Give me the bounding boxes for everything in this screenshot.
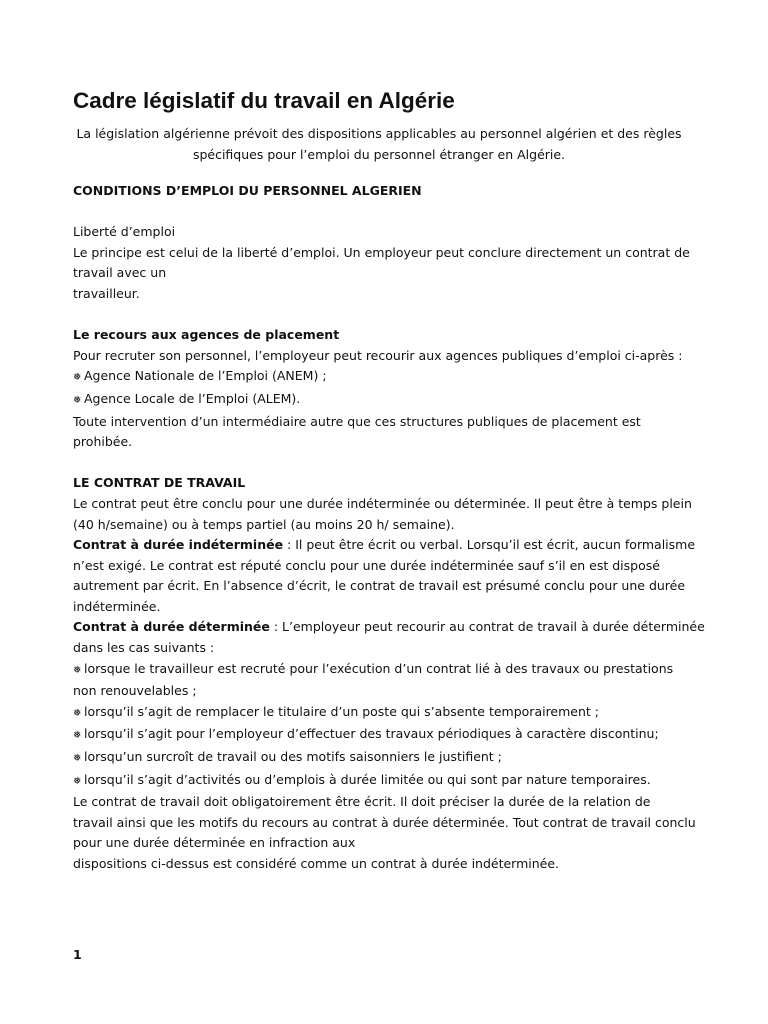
list-item-text: lorsqu’un surcroît de travail ou des motifs saisonniers le justifient ;	[84, 749, 502, 765]
spacer	[73, 202, 693, 223]
list-item-text: lorsqu’il s’agit pour l’employeur d’effectuer des travaux périodiques à caractère discontinu;	[84, 726, 659, 742]
bullet-icon: ❅	[73, 775, 82, 787]
paragraph-line: Le principe est celui de la liberté d’emploi. Un employeur peut conclure directement un contrat de	[73, 244, 690, 260]
cdd-label: Contrat à durée déterminée	[73, 619, 270, 635]
list-item-text: lorsqu’il s’agit d’activités ou d’emplois à durée limitée ou qui sont par nature temporaires.	[84, 771, 651, 787]
paragraph-line: Toute intervention d’un intermédiaire autre que ces structures publiques de placement est	[73, 413, 641, 429]
bullet-icon: ❅	[73, 753, 82, 765]
list-item-text: Agence Locale de l’Emploi (ALEM).	[84, 390, 301, 406]
paragraph-line: pour une durée déterminée en infraction aux	[73, 835, 356, 851]
section-heading-conditions: CONDITIONS D’EMPLOI DU PERSONNEL ALGERIEN	[73, 183, 422, 198]
page-number: 1	[73, 947, 82, 962]
bullet-icon: ❅	[73, 707, 82, 719]
list-item	[73, 389, 693, 412]
subheading-liberte: Liberté d’emploi	[73, 224, 176, 240]
cdd-line	[73, 617, 705, 638]
document-title: Cadre législatif du travail en Algérie	[73, 88, 455, 113]
paragraph-line: n’est exigé. Le contrat est réputé conclu pour une durée indéterminée sauf s’il en est disposé	[73, 557, 660, 573]
bullet-icon: ❅	[73, 394, 82, 406]
document-body	[73, 181, 705, 875]
paragraph-line: autrement par écrit. En l’absence d’écrit, le contrat de travail est présumé conclu pour une durée	[73, 578, 686, 594]
list-item	[73, 366, 693, 389]
paragraph-line: (40 h/semaine) ou à temps partiel (au moins 20 h/ semaine).	[73, 516, 455, 532]
paragraph-line: prohibée.	[73, 434, 133, 450]
cdi-line	[73, 535, 696, 556]
intro-paragraph	[73, 124, 685, 165]
list-item-text: Agence Nationale de l’Emploi (ANEM) ;	[84, 368, 327, 384]
paragraph-line: travailleur.	[73, 285, 140, 301]
paragraph-line: Pour recruter son personnel, l’employeur peut recourir aux agences publiques d’emploi ci-après :	[73, 347, 683, 363]
section-heading-contrat: LE CONTRAT DE TRAVAIL	[73, 475, 246, 491]
paragraph-line: dans les cas suivants :	[73, 640, 215, 656]
paragraph-line: Le contrat de travail doit obligatoirement être écrit. Il doit préciser la durée de la relation de	[73, 794, 651, 810]
list-item-continuation: non renouvelables ;	[73, 683, 197, 699]
paragraph-line: travail avec un	[73, 265, 167, 281]
intro-line: spécifiques pour l’emploi du personnel étranger en Algérie.	[192, 146, 566, 162]
paragraph-line: travail ainsi que les motifs du recours au contrat à durée déterminée. Tout contrat de travail conclu	[73, 814, 696, 830]
section-heading-recours: Le recours aux agences de placement	[73, 327, 340, 343]
cdi-text: : Il peut être écrit ou verbal. Lorsqu’il est écrit, aucun formalisme	[283, 537, 696, 553]
list-item	[73, 747, 693, 770]
list-item	[73, 702, 693, 725]
list-item	[73, 724, 693, 747]
paragraph-line: dispositions ci-dessus est considéré comme un contrat à durée indéterminée.	[73, 856, 560, 871]
intro-line: La législation algérienne prévoit des dispositions applicables au personnel algérien et des règles	[76, 126, 682, 141]
cdd-text: : L’employeur peut recourir au contrat de travail à durée déterminée	[269, 619, 705, 635]
list-item-text: lorsqu’il s’agit de remplacer le titulaire d’un poste qui s’absente temporairement ;	[84, 703, 600, 719]
list-item	[73, 659, 693, 682]
list-item-text: lorsque le travailleur est recruté pour l’exécution d’un contrat lié à des travaux ou prestations	[84, 660, 674, 676]
list-item	[73, 770, 693, 793]
paragraph-line: indéterminée.	[73, 598, 161, 614]
paragraph-line: Le contrat peut être conclu pour une durée indéterminée ou déterminée. Il peut être à temps plein	[73, 495, 692, 511]
spacer	[73, 305, 693, 326]
bullet-icon: ❅	[73, 730, 82, 742]
bullet-icon: ❅	[73, 372, 82, 384]
cdi-label: Contrat à durée indéterminée	[73, 537, 284, 553]
spacer	[73, 453, 693, 474]
bullet-icon: ❅	[73, 664, 82, 676]
